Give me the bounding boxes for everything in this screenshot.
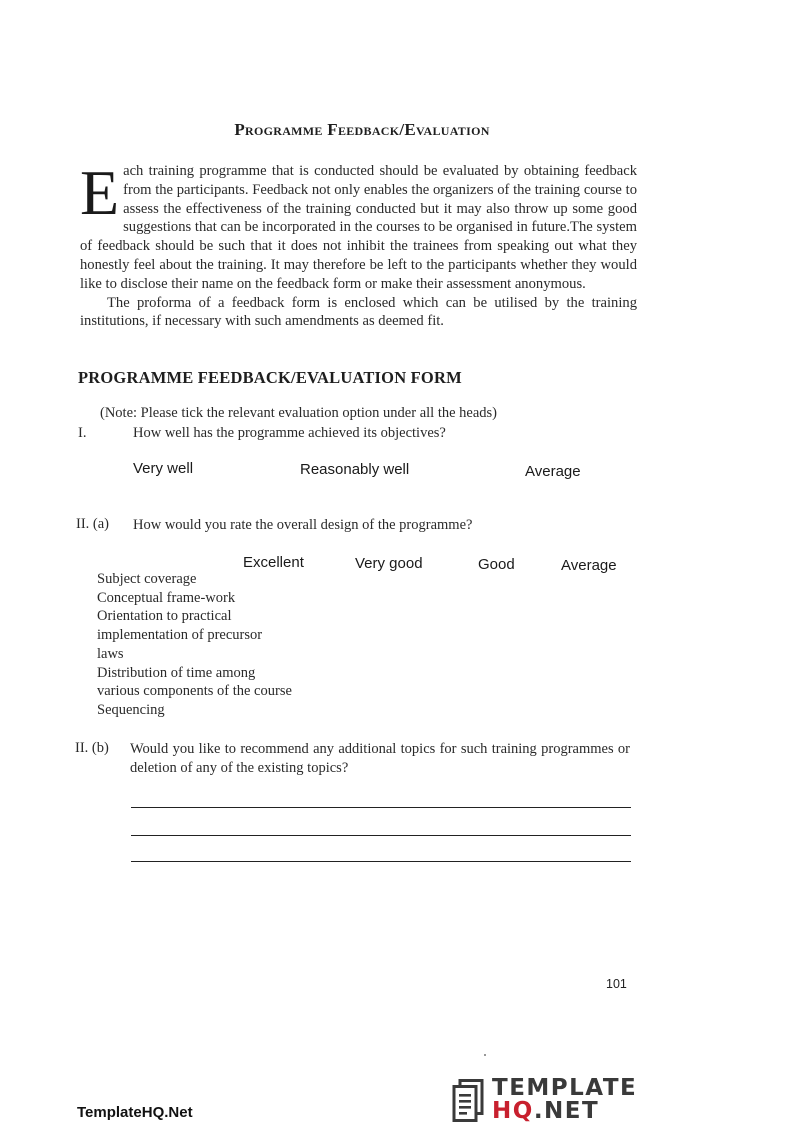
document-icon bbox=[452, 1079, 486, 1123]
logo-text-hq-net bbox=[492, 1099, 599, 1123]
instruction-note: (Note: Please tick the relevant evaluation option under all the heads) bbox=[100, 405, 498, 421]
q2a-criteria-list bbox=[97, 570, 292, 720]
criteria-item: Distribution of time among bbox=[97, 664, 256, 681]
criteria-item: Subject coverage bbox=[97, 571, 197, 587]
q1-option-very-well[interactable]: Very well bbox=[133, 460, 194, 477]
q2a-column-good: Good bbox=[478, 556, 515, 573]
criteria-item: Orientation to practical bbox=[97, 608, 232, 625]
criteria-item: Sequencing bbox=[97, 701, 165, 718]
page-title: Programme Feedback/Evaluation bbox=[234, 120, 490, 139]
scan-speck bbox=[484, 1054, 486, 1056]
q2a-number: II. (a) bbox=[76, 516, 110, 532]
q1-number: I. bbox=[78, 425, 87, 441]
criteria-item: laws bbox=[97, 645, 124, 662]
footer-site-text: TemplateHQ.Net bbox=[77, 1104, 193, 1121]
q2a-text: How would you rate the overall design of the programme? bbox=[133, 517, 473, 533]
intro-text bbox=[80, 157, 637, 331]
page-number: 101 bbox=[606, 977, 627, 991]
answer-line-3[interactable] bbox=[131, 861, 631, 862]
form-heading: PROGRAMME FEEDBACK/EVALUATION FORM bbox=[78, 368, 462, 387]
q1-text: How well has the programme achieved its objectives? bbox=[133, 425, 446, 441]
logo-text-net: .NET bbox=[533, 1098, 600, 1124]
q1-option-average[interactable]: Average bbox=[525, 463, 581, 480]
intro-paragraph-1: ach training programme that is conducted should be evaluated by obtaining feedback from the participants. Feedback not only enables the organizers of the training course to assess the effectiveness of the training conducted but it may also throw up some good suggestions that can be incorporated in the courses to be organised in future.The system of feedback should be such that it does not inhibit the trainees from speaking out what they honestly feel about the training. It may therefore be left to the participants whether they would like to disclose their name on the feedback form or make their assessment anonymous. bbox=[80, 163, 637, 292]
answer-line-1[interactable] bbox=[131, 807, 631, 808]
q2a-column-very-good: Very good bbox=[355, 555, 423, 572]
templatehq-logo bbox=[452, 1076, 642, 1126]
q2a-column-excellent: Excellent bbox=[243, 554, 304, 571]
logo-text-hq: HQ bbox=[492, 1098, 534, 1124]
q2b-text: Would you like to recommend any additional topics for such training programmes or deletion of any of the existing topics? bbox=[130, 741, 630, 776]
drop-cap: E bbox=[80, 157, 120, 228]
logo-text-template: TEMPLATE bbox=[492, 1075, 638, 1101]
q2b-number: II. (b) bbox=[75, 740, 109, 756]
criteria-item: various components of the course bbox=[97, 683, 292, 700]
q1-option-reasonably-well[interactable]: Reasonably well bbox=[300, 461, 410, 478]
q2a-column-average: Average bbox=[561, 557, 617, 574]
criteria-item: implementation of precursor bbox=[97, 627, 263, 644]
criteria-item: Conceptual frame-work bbox=[97, 589, 236, 606]
answer-line-2[interactable] bbox=[131, 835, 631, 836]
intro-paragraph-2: The proforma of a feedback form is enclosed which can be utilised by the training institutions, if necessary with such amendments as deemed fit. bbox=[80, 294, 637, 330]
